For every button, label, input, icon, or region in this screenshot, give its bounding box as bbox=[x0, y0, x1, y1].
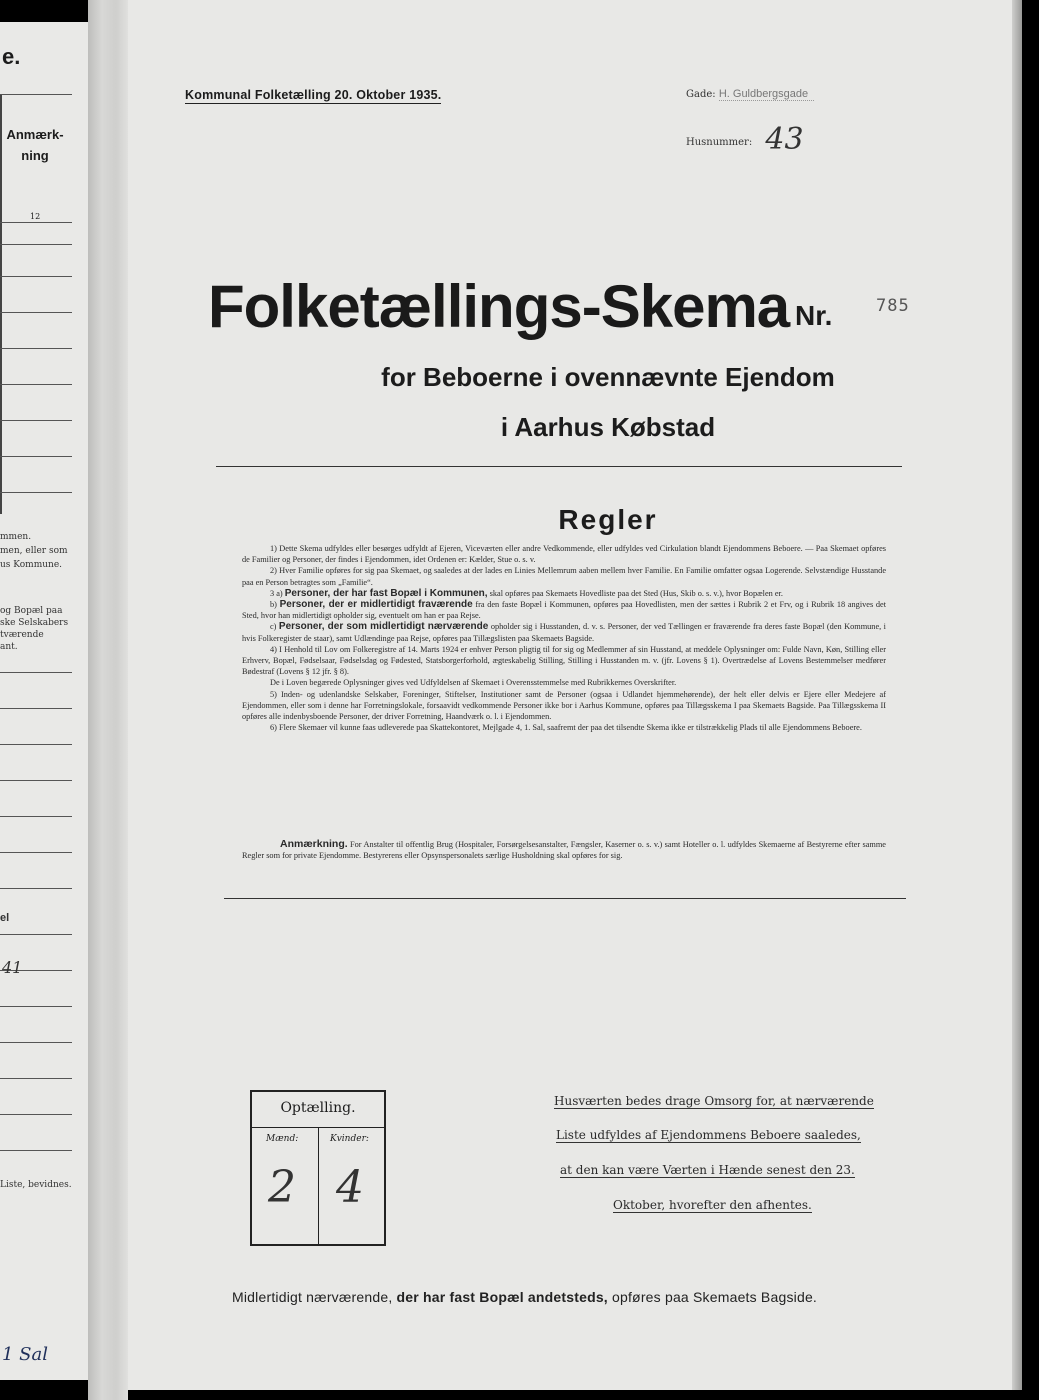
left-page-rule bbox=[0, 276, 72, 277]
left-page-note: us Kommune. bbox=[0, 560, 63, 570]
left-page-note: ant. bbox=[0, 642, 18, 652]
footer-part-3: opføres paa Skemaets Bagside. bbox=[612, 1289, 818, 1305]
count-box-title: Optælling. bbox=[280, 1100, 356, 1116]
rule-3a-text: skal opføres paa Skemaets Hovedliste paa det Sted (Hus, Skib o. s. v.), hvor Bopælen er. bbox=[489, 588, 783, 598]
rule-3c bbox=[242, 621, 886, 643]
census-date-line: Kommunal Folketælling 20. Oktober 1935. bbox=[185, 88, 442, 102]
census-form-page bbox=[128, 0, 1012, 1390]
street-field bbox=[686, 88, 814, 100]
rule-3a bbox=[242, 588, 886, 599]
rule-3c-heading: Personer, der som midlertidigt nærværende bbox=[278, 621, 489, 633]
rule-3b-number: b) bbox=[270, 600, 277, 610]
rule-3a-number: 3 a) bbox=[270, 588, 283, 598]
form-subtitle-city: i Aarhus Købstad bbox=[500, 412, 716, 442]
remark-label: Anmærkning. bbox=[280, 838, 348, 850]
landlord-note-line: Oktober, hvorefter den afhentes. bbox=[613, 1198, 812, 1212]
landlord-note-line: Husværten bedes drage Omsorg for, at nærværende bbox=[554, 1094, 874, 1108]
left-page-rule bbox=[0, 492, 72, 493]
women-count: 4 bbox=[336, 1162, 364, 1213]
divider bbox=[224, 898, 906, 899]
house-number-label: Husnummer: bbox=[686, 137, 753, 148]
men-label: Mænd: bbox=[266, 1134, 299, 1144]
rule-3c-text: opholder sig i Husstanden, d. v. s. Personer, der ved Tællingen er fraværende fra deres faste Bopæl (den Kommune, i hvis Folkeregister de staar), samt Udlændinge paa Rejse, opføres paa Tillægslisten paa Skemaets Bagside. bbox=[242, 622, 886, 643]
left-page-handwriting-floor: 1 Sal bbox=[2, 1344, 48, 1365]
landlord-note-line: Liste udfyldes af Ejendommens Beboere saaledes, bbox=[556, 1128, 861, 1142]
divider bbox=[216, 466, 902, 467]
rule-3b bbox=[242, 599, 886, 621]
left-page-rule bbox=[0, 816, 72, 817]
column-header-line-2: ning bbox=[21, 148, 49, 163]
left-page-rule bbox=[0, 1114, 72, 1115]
left-page-rule bbox=[0, 420, 72, 421]
rule-3c-number: c) bbox=[270, 622, 277, 632]
left-page-heading-fragment: e. bbox=[2, 44, 21, 69]
left-page-note: mmen. bbox=[0, 532, 32, 542]
left-page-rule bbox=[0, 934, 72, 935]
left-page-note: ske Selskabers bbox=[0, 618, 69, 628]
left-page-rule bbox=[0, 708, 72, 709]
remark-text: For Anstalter til offentlig Brug (Hospitaler, Forsørgelsesanstalter, Fængsler, Kaserner o. s. v.) samt Hoteller o. l. udfyldes Skemaerne af Bestyrerne efter samme Regler som for private Ejendomme. Bestyrerens eller Opsynspersonalets særlige Husholdning skal opføres for sig. bbox=[242, 840, 886, 861]
left-page-rule bbox=[0, 1042, 72, 1043]
left-page-rule bbox=[0, 384, 72, 385]
remark-paragraph bbox=[242, 838, 886, 861]
house-number-field bbox=[686, 118, 804, 157]
left-page-rule bbox=[0, 1006, 72, 1007]
rule-3b-heading: Personer, der er midlertidigt fraværende bbox=[279, 599, 473, 611]
footer-part-2: der har fast Bopæl andetsteds, bbox=[396, 1289, 608, 1305]
form-number-stamp: 785 bbox=[876, 296, 910, 316]
book-gutter bbox=[88, 0, 128, 1400]
house-number-value: 43 bbox=[765, 122, 804, 157]
left-page-rule bbox=[0, 1078, 72, 1079]
left-page-rule bbox=[0, 456, 72, 457]
left-page-rule bbox=[0, 672, 72, 673]
rule-1: 1) Dette Skema udfyldes eller besørges udfyldt af Ejeren, Viceværten eller andre Vedkommende, eller udfyldes ved Cirkulation blandt Ejendommens Beboere. — Paa Skemaet opføres de Familier og Personer, der findes i Ejendommen, idet Ordenen er: Kælder, Stue o. s. v. bbox=[242, 544, 886, 565]
column-header-line-1: Anmærk- bbox=[6, 127, 64, 142]
footer-part-1: Midlertidigt nærværende, bbox=[232, 1289, 393, 1305]
rule-3a-heading: Personer, der har fast Bopæl i Kommunen, bbox=[284, 587, 488, 599]
left-page-rule bbox=[0, 348, 72, 349]
rule-6: 6) Flere Skemaer vil kunne faas udleverede paa Skattekontoret, Mejlgade 4, 1. Sal, saafremt der paa det tilsendte Skema ikke er tilstrækkelig Plads til alle Ejendommens Beboere. bbox=[270, 723, 862, 733]
left-page-column-border bbox=[0, 94, 2, 514]
left-page-label: el bbox=[0, 912, 10, 924]
rules-heading: Regler bbox=[558, 504, 658, 535]
left-page-note: og Bopæl paa bbox=[0, 606, 63, 616]
left-page-rule bbox=[0, 222, 72, 223]
left-page-rule bbox=[0, 852, 72, 853]
rules-text bbox=[242, 543, 886, 733]
left-page-rule bbox=[0, 94, 72, 95]
form-number-label: Nr. bbox=[795, 300, 833, 331]
previous-page-strip bbox=[0, 22, 88, 1380]
count-box bbox=[250, 1090, 386, 1246]
rule-3b-text: fra den faste Bopæl i Kommunen, opføres paa Hovedlisten, men der sættes i Rubrik 2 et Frv, og i Rubrik 18 angives det Sted, hvor han midlertidigt opholder sig, eventuelt om han er paa Rejse. bbox=[242, 600, 886, 621]
page-edge-shadow bbox=[1012, 0, 1022, 1390]
left-page-column-number: 12 bbox=[30, 212, 41, 221]
left-page-handwriting: 41 bbox=[2, 958, 23, 977]
rule-5: 5) Inden- og udenlandske Selskaber, Foreninger, Stiftelser, Institutioner samt de Personer (ogsaa i Udlandet hjemmehørende), der helt eller delvis er Ejere eller Medejere af Ejendommen, eller som i denne har Forretningslokale, forsaavidt vedkommende Personer ikke bor i Aarhus Kommune, opføres paa Tillægsskema I paa Skemaets Bagside. Paa Tillægsskema II opføres alle indenbysboende Personer, der driver Forretning, Haandværk o. l. i Ejendommen. bbox=[242, 689, 886, 722]
left-page-rule bbox=[0, 744, 72, 745]
street-value: H. Guldbergsgade bbox=[719, 88, 814, 101]
form-title: Folketællings-Skema bbox=[208, 273, 790, 340]
men-count: 2 bbox=[268, 1162, 296, 1213]
left-page-note: tværende bbox=[0, 630, 44, 640]
left-page-rule bbox=[0, 780, 72, 781]
count-box-column-divider bbox=[318, 1127, 319, 1246]
street-label: Gade: bbox=[686, 89, 716, 100]
rule-4b: De i Loven begærede Oplysninger gives ved Udfyldelsen af Skemaet i Overensstemmelse med Rubrikkernes Overskrifter. bbox=[270, 678, 677, 688]
left-page-note: men, eller som bbox=[0, 546, 68, 556]
left-page-rule bbox=[0, 888, 72, 889]
rule-2: 2) Hver Familie opføres for sig paa Skemaet, og saaledes at der lades en Linies Mellemrum aaben mellem hver Familie. En Familie omfatter ogsaa Logerende. Selvstændige Husstande paa en Person betragtes som „Familie“. bbox=[242, 566, 886, 587]
left-page-rule bbox=[0, 312, 72, 313]
rule-4: 4) I Henhold til Lov om Folkeregistre af 14. Marts 1924 er enhver Person pligtig til for sig og Medlemmer af sin Husstand, at meddele Oplysninger om: Fulde Navn, Køn, Stilling eller Erhverv, Bopæl, Fødselsaar, Fødselsdag og Fødested, Statsborgerforhold, ægteskabelig Stilling, Stilling i Husstanden m. v. (jfr. Lovens § 1). Overtrædelse af Lovens Bestemmelser medfører Bødestraf (Lovens § 12 jfr. § 8). bbox=[242, 644, 886, 677]
landlord-note-line: at den kan være Værten i Hænde senest den 23. bbox=[560, 1163, 855, 1177]
left-page-column-header bbox=[4, 124, 66, 166]
left-page-rule bbox=[0, 1150, 72, 1151]
footer-instruction bbox=[232, 1289, 817, 1305]
left-page-note: Liste, bevidnes. bbox=[0, 1180, 72, 1190]
women-label: Kvinder: bbox=[330, 1134, 369, 1144]
form-subtitle: for Beboerne i ovennævnte Ejendom bbox=[381, 362, 835, 392]
left-page-rule bbox=[0, 244, 72, 245]
